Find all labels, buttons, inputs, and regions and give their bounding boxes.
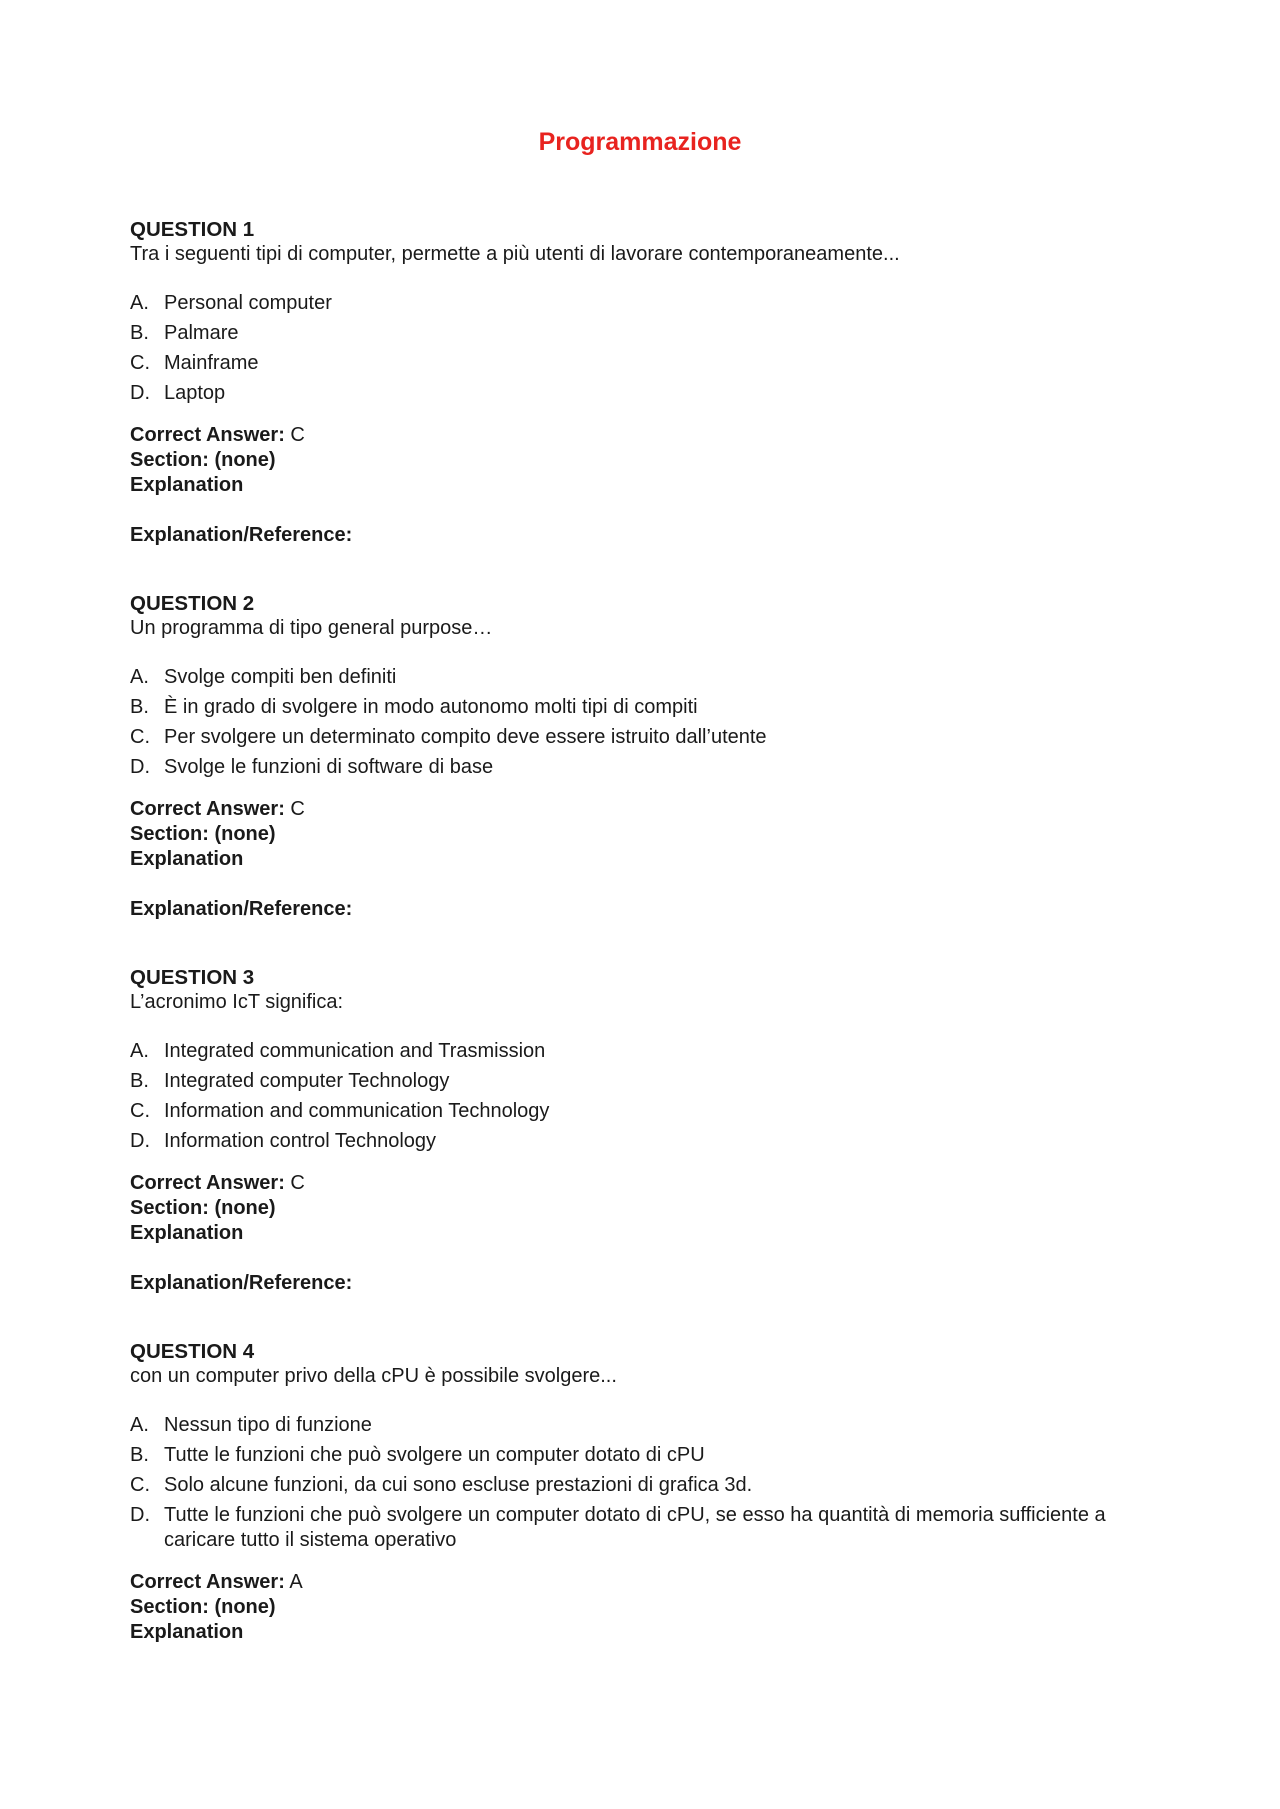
option-letter: B. (130, 1070, 149, 1092)
option-letter: D. (130, 1130, 150, 1152)
option-text: Svolge compiti ben definiti (164, 666, 397, 688)
option-b (130, 321, 1150, 346)
option-d (130, 1129, 1150, 1154)
options-list (130, 1039, 1150, 1154)
option-c (130, 351, 1150, 376)
option-a (130, 291, 1150, 316)
option-letter: A. (130, 1040, 149, 1062)
option-text: È in grado di svolgere in modo autonomo molti tipi di compiti (164, 696, 698, 718)
option-text: Mainframe (164, 352, 259, 374)
document-title: Programmazione (538, 128, 742, 156)
option-a (130, 665, 1150, 690)
options-list (130, 291, 1150, 406)
option-c (130, 1473, 1150, 1498)
option-text: Integrated computer Technology (164, 1070, 450, 1092)
correct-answer-line (130, 423, 1150, 448)
question-number: QUESTION 4 (130, 1340, 255, 1363)
option-letter: D. (130, 756, 150, 778)
questions-list (130, 217, 1150, 1688)
option-text: Information control Technology (164, 1130, 437, 1152)
correct-answer-value: C (290, 1172, 305, 1194)
question-text: Un programma di tipo general purpose… (130, 617, 493, 639)
question-text: L’acronimo IcT significa: (130, 991, 344, 1013)
correct-answer-label: Correct Answer: (130, 424, 285, 446)
option-text: Per svolgere un determinato compito deve essere istruito dall’utente (164, 726, 767, 748)
option-letter: C. (130, 726, 150, 748)
correct-answer-value: C (290, 424, 305, 446)
option-letter: A. (130, 292, 149, 314)
question-text: Tra i seguenti tipi di computer, permette a più utenti di lavorare contemporaneamente... (130, 243, 900, 265)
section-label: Section: (none) (130, 823, 276, 845)
option-letter: A. (130, 1414, 149, 1436)
option-c (130, 725, 1150, 750)
option-text: Nessun tipo di funzione (164, 1414, 372, 1436)
question-text: con un computer privo della cPU è possibile svolgere... (130, 1365, 617, 1387)
option-letter: C. (130, 1100, 150, 1122)
correct-answer-line (130, 1171, 1150, 1196)
explanation-label: Explanation (130, 848, 244, 870)
answer-block (130, 797, 1150, 872)
option-text: Information and communication Technology (164, 1100, 550, 1122)
option-text: Tutte le funzioni che può svolgere un computer dotato di cPU (164, 1444, 705, 1466)
option-b (130, 1443, 1150, 1468)
option-b (130, 1069, 1150, 1094)
explanation-label: Explanation (130, 1222, 244, 1244)
correct-answer-line (130, 797, 1150, 822)
option-a (130, 1413, 1150, 1438)
question-1 (130, 217, 1150, 548)
option-letter: C. (130, 352, 150, 374)
answer-block (130, 1570, 1150, 1645)
section-label: Section: (none) (130, 1596, 276, 1618)
option-letter: B. (130, 322, 149, 344)
explanation-reference-label: Explanation/Reference: (130, 898, 353, 920)
option-text: Laptop (164, 382, 226, 404)
option-text: Tutte le funzioni che può svolgere un computer dotato di cPU, se esso ha quantità di memoria sufficiente a caricare tutto il sistema operativo (164, 1504, 1106, 1551)
correct-answer-label: Correct Answer: (130, 1571, 285, 1593)
correct-answer-label: Correct Answer: (130, 1172, 285, 1194)
option-letter: D. (130, 382, 150, 404)
question-3 (130, 965, 1150, 1296)
option-text: Svolge le funzioni di software di base (164, 756, 494, 778)
option-d (130, 755, 1150, 780)
option-letter: C. (130, 1474, 150, 1496)
option-a (130, 1039, 1150, 1064)
explanation-label: Explanation (130, 474, 244, 496)
correct-answer-label: Correct Answer: (130, 798, 285, 820)
option-text: Solo alcune funzioni, da cui sono escluse prestazioni di grafica 3d. (164, 1474, 753, 1496)
correct-answer-line (130, 1570, 1150, 1595)
option-c (130, 1099, 1150, 1124)
answer-block (130, 423, 1150, 498)
section-label: Section: (none) (130, 1197, 276, 1219)
option-b (130, 695, 1150, 720)
options-list (130, 1413, 1150, 1553)
option-letter: D. (130, 1504, 150, 1526)
explanation-reference-label: Explanation/Reference: (130, 1272, 353, 1294)
correct-answer-value: A (289, 1571, 303, 1593)
question-2 (130, 591, 1150, 922)
options-list (130, 665, 1150, 780)
option-d (130, 1503, 1150, 1553)
option-letter: B. (130, 696, 149, 718)
question-number: QUESTION 1 (130, 218, 255, 241)
option-letter: B. (130, 1444, 149, 1466)
explanation-reference-label: Explanation/Reference: (130, 524, 353, 546)
option-text: Personal computer (164, 292, 332, 314)
answer-block (130, 1171, 1150, 1246)
option-d (130, 381, 1150, 406)
option-letter: A. (130, 666, 149, 688)
correct-answer-value: C (290, 798, 305, 820)
question-number: QUESTION 3 (130, 966, 255, 989)
explanation-label: Explanation (130, 1621, 244, 1643)
option-text: Palmare (164, 322, 239, 344)
option-text: Integrated communication and Trasmission (164, 1040, 546, 1062)
question-number: QUESTION 2 (130, 592, 255, 615)
section-label: Section: (none) (130, 449, 276, 471)
question-4 (130, 1339, 1150, 1645)
